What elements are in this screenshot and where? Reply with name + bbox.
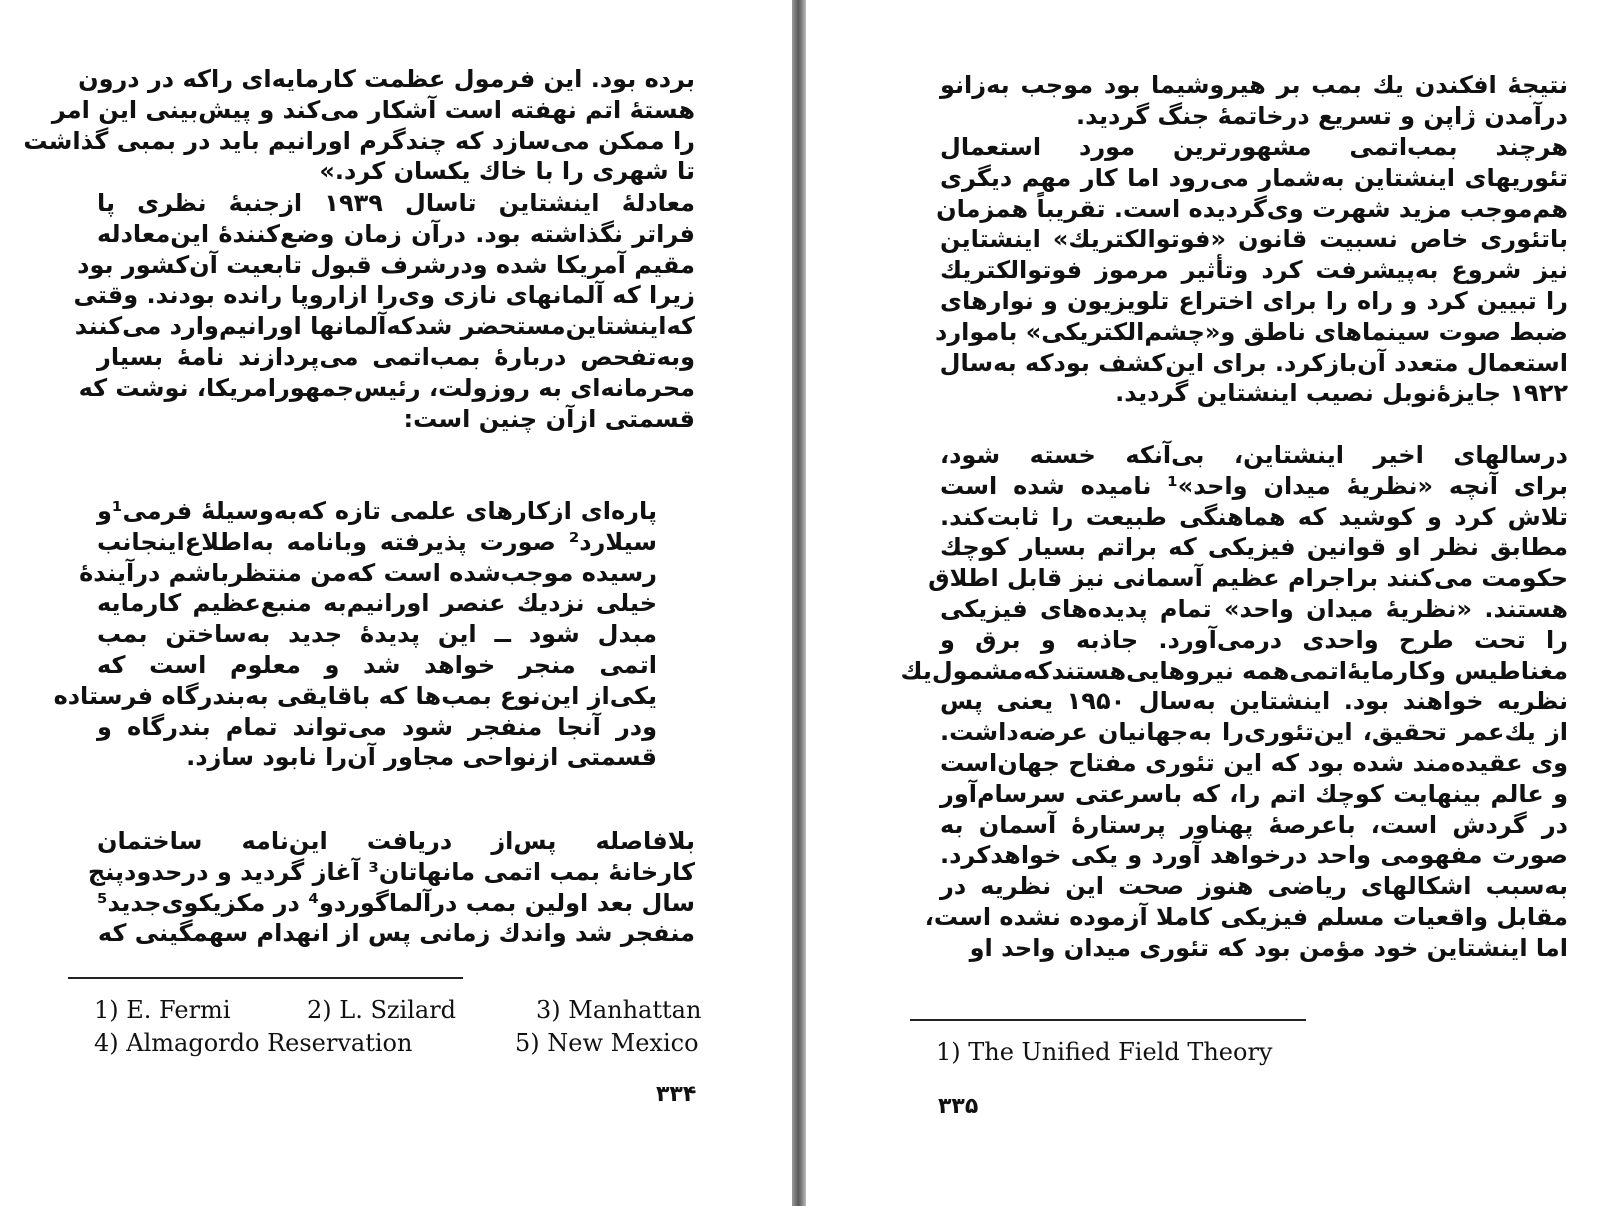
- text-line: یکی‌از این‌نوع بمب‌ها که باقایقی به‌بندرگاه فرستاده: [53, 681, 657, 710]
- text-line: نیز شروع به‌پیشرفت کرد وتأثیر مرموز فوتوالکتریك: [940, 256, 1568, 285]
- text-line: رسیده موجب‌شده است که‌من منتظرباشم درآیندهٔ: [79, 558, 657, 587]
- text-line: خیلی نزدیك عنصر اورانیم‌به منبع‌عظیم کارمایه: [97, 589, 657, 618]
- text-line: که‌اینشتاین‌مستحضر شدکه‌آلمانها اورانیم‌وارد می‌کنند: [74, 312, 695, 341]
- text-line: قسمتی ازآن چنین است:: [403, 404, 695, 433]
- text-line: سیلارد² صورت پذیرفته وبانامه به‌اطلاع‌اینجانب: [97, 527, 657, 556]
- text-line: فراتر نگذاشته بود. درآن زمان وضع‌کنندهٔ این‌معادله: [97, 219, 695, 248]
- text-line: درآمدن ژاپن و تسریع درخاتمهٔ جنگ گردید.: [1076, 101, 1568, 130]
- text-line: در گردش است، باعرصهٔ پهناور پرستارهٔ آسمان به: [940, 810, 1568, 839]
- text-line: صورت مفهومی واحد درخواهد آورد و یکی خواهدکرد.: [940, 841, 1568, 870]
- left-quote: [53, 496, 657, 773]
- text-line: اتمی منجر خواهد شد و معلوم است که: [97, 650, 657, 679]
- footnote-manhattan: 3) Manhattan: [536, 996, 702, 1024]
- text-line: مقیم آمریکا شده ودرشرف قبول تابعیت آن‌کشور بود: [77, 250, 695, 279]
- text-line: تئوریهای اینشتاین به‌شمار می‌رود اما کار مهم دیگری: [940, 163, 1568, 192]
- text-line: مطابق نظر او قوانین فیزیکی که براتم بسیار کوچك: [940, 533, 1568, 562]
- text-line: تا شهری را با خاك یکسان کرد.»: [319, 157, 695, 186]
- text-line: را ممکن می‌سازد که چندگرم اورانیم باید در بمبی گذاشت: [23, 126, 695, 155]
- page-number-left: ۳۳۴: [656, 1082, 697, 1107]
- text-line: منفجر شد واندك زمانی پس از انهدام سهمگینی که: [97, 919, 695, 948]
- text-line: را تحت طرح واحدی درمی‌آورد. جاذبه و برق و: [940, 625, 1568, 654]
- left-paragraph-1: [23, 64, 695, 187]
- left-paragraph-2: [73, 188, 695, 434]
- text-line: حکومت می‌کنند براجرام عظیم آسمانی نیز قابل اطلاق: [928, 564, 1568, 593]
- left-paragraph-3: [87, 826, 695, 949]
- text-line: اما اینشتاین خود مؤمن بود که تئوری میدان واحد او: [969, 933, 1568, 962]
- footnote-rule: [68, 977, 463, 979]
- text-line: کارخانهٔ بمب اتمی مانهاتان³ آغاز گردید و درحدودپنج: [87, 857, 695, 886]
- text-line: هستند. «نظریهٔ میدان واحد» تمام پدیده‌های فیزیکی: [940, 594, 1568, 623]
- text-line: نظریه خواهند بود. اینشتاین به‌سال ۱۹۵۰ یعنی پس: [940, 687, 1568, 716]
- text-line: از یك‌عمر تحقیق، این‌تئوری‌را به‌جهانیان عرضه‌داشت.: [940, 718, 1568, 747]
- text-line: مقابل واقعیات مسلم فیزیکی کاملا آزموده نشده است،: [924, 902, 1568, 931]
- text-line: پاره‌ای ازکارهای علمی تازه که‌به‌وسیلهٔ فرمی¹و: [97, 497, 657, 525]
- text-line: مغناطیس وکارمایهٔ‌اتمی‌همه نیروهایی‌هستندکه‌مشمول‌یك: [900, 656, 1568, 685]
- text-line: سال بعد اولین بمب درآلماگوردو⁴ در مکزیکوی‌جدید⁵: [97, 888, 695, 917]
- footnote-new-mexico: 5) New Mexico: [515, 1029, 699, 1057]
- text-line: به‌سبب اشکالهای ریاضی هنوز صحت این نظریه در: [940, 872, 1568, 901]
- text-line: نتیجهٔ افکندن یك بمب بر هیروشیما بود موجب به‌زانو: [940, 71, 1568, 99]
- right-paragraph-3: [900, 440, 1568, 964]
- footnote-fermi: 1) E. Fermi: [94, 996, 231, 1024]
- text-line: مبدل شود ــ این پدیدهٔ جدید به‌ساختن بمب‌: [97, 620, 657, 649]
- text-line: زیرا که آلمانهای نازی وی‌را ازاروپا رانده بودند. وقتی: [73, 281, 695, 310]
- text-line: درسالهای اخیر اینشتاین، بی‌آنکه خسته شود،: [940, 441, 1568, 469]
- left-page: [0, 0, 792, 1206]
- page-number-right: ۳۳۵: [938, 1094, 979, 1119]
- footnote-almagordo: 4) Almagordo Reservation: [94, 1029, 413, 1057]
- right-paragraph-2: [935, 132, 1568, 409]
- text-line: محرمانه‌ای به روزولت، رئیس‌جمهورامریکا، نوشت که: [78, 373, 695, 402]
- text-line: ضبط صوت سینماهای ناطق و«چشم‌الکتریکی» باموارد: [935, 317, 1568, 346]
- book-spine: [792, 0, 806, 1206]
- text-line: باتئوری خاص نسبیت قانون «فوتوالکتریك» اینشتاین: [940, 225, 1568, 254]
- text-line: وی عقیده‌مند شده بود که این تئوری مفتاح جهان‌است: [940, 748, 1568, 777]
- text-line: برده بود. این فرمول عظمت کارمایه‌ای راکه در درون: [78, 65, 695, 93]
- footnote-szilard: 2) L. Szilard: [307, 996, 457, 1024]
- text-line: هم‌موجب مزید شهرت وی‌گردیده است. تقریباً همزمان: [936, 194, 1568, 223]
- text-line: معادلهٔ اینشتاین تاسال ۱۹۳۹ ازجنبهٔ نظری پا: [97, 189, 695, 217]
- footnote-unified-field-theory: 1) The Unified Field Theory: [936, 1038, 1273, 1066]
- text-line: هستهٔ اتم نهفته است آشکار می‌کند و پیش‌بینی این امر: [51, 95, 695, 124]
- right-page: [806, 0, 1597, 1206]
- footnote-rule: [910, 1019, 1306, 1021]
- text-line: بلافاصله پس‌از دریافت این‌نامه ساختمان: [97, 827, 695, 855]
- text-line: تلاش کرد و کوشید که هماهنگی طبیعت را ثابت‌کند.: [940, 502, 1568, 531]
- text-line: وبه‌تفحص دربارهٔ بمب‌اتمی می‌پردازند نامهٔ بسیار: [97, 342, 695, 371]
- text-line: قسمتی ازنواحی مجاور آن‌را نابود سازد.: [186, 743, 657, 772]
- text-line: استعمال متعدد آن‌باز‌کرد. برای این‌کشف بودکه به‌سال: [939, 348, 1568, 377]
- text-line: برای آنچه «نظریهٔ میدان واحد»¹ نامیده شده است: [940, 471, 1568, 500]
- text-line: هرچند بمب‌اتمی مشهورترین مورد استعمال: [940, 133, 1568, 161]
- right-paragraph-1: [940, 70, 1568, 132]
- text-line: و عالم بینهایت کوچك اتم را، که باسرعتی سرسام‌آور: [940, 779, 1568, 808]
- text-line: ۱۹۲۲ جایزهٔ‌نوبل نصیب اینشتاین گردید.: [1115, 379, 1568, 408]
- text-line: را تبیین کرد و راه را برای اختراع تلویزیون و نوارهای: [940, 286, 1568, 315]
- text-line: ودر آنجا منفجر شود می‌تواند تمام بندرگاه و: [97, 712, 657, 741]
